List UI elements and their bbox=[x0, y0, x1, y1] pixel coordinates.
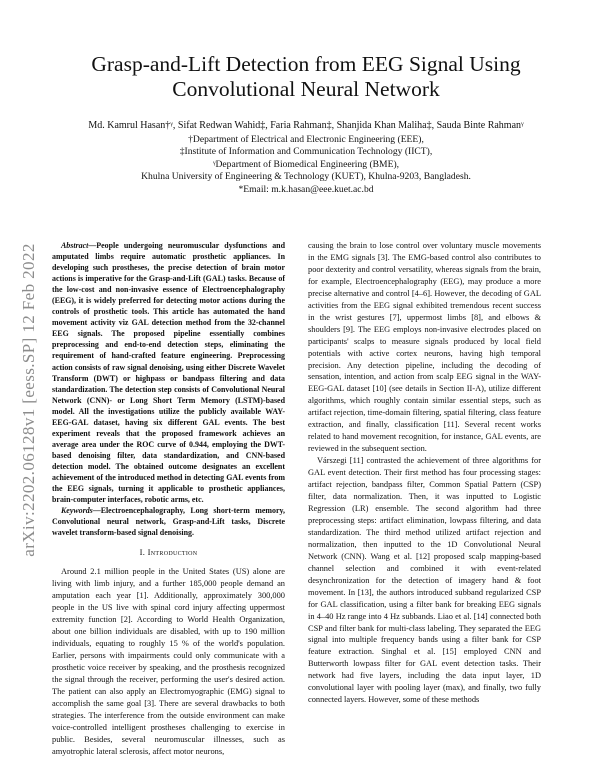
affiliation-eee: †Department of Electrical and Electronic Engineering (EEE), bbox=[188, 133, 424, 145]
affiliation-bme: ᵞDepartment of Biomedical Engineering (BME), bbox=[212, 158, 400, 170]
keywords-label: Keywords bbox=[61, 506, 93, 516]
keywords-text: —Electroencephalography, Long short-term memory, Convolutional neural network, Grasp-and-Lift tasks, Discrete wavelet transform-based signal denoising. bbox=[52, 506, 285, 538]
intro-paragraph-1: Around 2.1 million people in the United States (US) alone are living with limb injury, and a further 185,000 people demand an amputation each year [1]. Additionally, approximately 300,000 people in the US live with spinal cord injury affecting uppermost extremity function [2]. According to World Health Organization, about one billion individuals are disabled, with up to 190 million individuals, equating to roughly 15 % of the world's population. Earlier, persons with impairments could only communicate with a prosthetic voice receiver by speaking, and the prosthesis recognized the signal through the receiver, performing the user's desired action. The patient can also apply an Electromyographic (EMG) signal to accomplish the same goal [3]. There are several drawbacks to both strategies. The interference from the outside environment can make voice-controlled intelligent prostheses challenging to exercise in public. Besides, several neuromuscular illnesses, such as amyotrophic lateral sclerosis, affect motor neurons, bbox=[52, 567, 285, 756]
arxiv-id-text: arXiv:2202.06128v1 [eess.SP] 12 Feb 2022 bbox=[19, 243, 38, 557]
author-names: Md. Kamrul Hasan†ᵞ, Sifat Redwan Wahid‡, Faria Rahman‡, Shanjida Khan Maliha‡, Sauda Binte Rahmanᵞ bbox=[88, 120, 524, 131]
left-column bbox=[52, 240, 285, 757]
affiliation-university: Khulna University of Engineering & Technology (KUET), Khulna-9203, Bangladesh. bbox=[141, 171, 471, 183]
author-email: *Email: m.k.hasan@eee.kuet.ac.bd bbox=[238, 183, 374, 195]
arxiv-identifier bbox=[6, 200, 52, 600]
abstract-label: Abstract bbox=[61, 241, 89, 250]
abstract-text: —People undergoing neuromuscular dysfunctions and amputated limbs require automatic prosthetic appliances. In developing such prostheses, the precise detection of brain motor actions is imperative for the Grasp-and-Lift (GAL) tasks. Because of the low-cost and non-invasive essence of Electroencephalography (EEG), it is widely preferred for detecting motor actions during the controls of prosthetic tools. This article has automated the hand movement activity viz GAL detection method from the 32-channel EEG signals. The proposed pipeline essentially combines preprocessing and end-to-end detection steps, eliminating the requirement of hand-crafted feature engineering. Preprocessing action consists of raw signal denoising, using either Discrete Wavelet Transform (DWT) or highpass or bandpass filtering and data standardization. The detection step consists of Convolutional Neural Network (CNN)- or Long Short Term Memory (LSTM)-based model. All the investigations utilize the publicly available WAY-EEG-GAL dataset, having six different GAL events. The best experiment reveals that the proposed framework achieves an average area under the ROC curve of 0.944, employing the DWT-based denoising filter, data standardization, and CNN-based detection model. The obtained outcome designates an excellent achievement of the introduced method in detecting GAL events from the EEG signals, turning it applicable to prosthetic appliances, brain-computer interfaces, robotic arms, etc. bbox=[52, 241, 285, 505]
section-number: I. bbox=[139, 547, 146, 558]
intro-paragraph-1-continued: causing the brain to lose control over voluntary muscle movements in the EMG signals [3]. The EMG-based control also contributes to poor dexterity and control versatility, whereas signals from the brain, for example, Electroencephalography (EEG), may produce a more precise alternative and control [4–6]. However, the decoding of GAL activities from the EEG signal exhibited tremendous recent success in the wrist gestures [7], uppermost limbs [8], and elbows & shoulders [9]. The EEG employs non-invasive electrodes placed on participants' scalps to measure signals produced by local field potentials with active cortex neurons, having high temporal precision. Any detection pipeline, including the decoding of sensation, intention, and action from scalp EEG signal in the WAY-EEG-GAL dataset [10] (see details in Section II-A), utilize different algorithms, which roughly contain similar essential steps, such as artifact rejection, time-domain filtering, spatial filtering, class feature extraction, and finally, classification [11]. Several recent works related to hand movement recognition, for instance, GAL events, are reviewed in the subsequent section. bbox=[308, 241, 541, 454]
abstract bbox=[52, 240, 285, 505]
section-title: Introduction bbox=[147, 547, 198, 558]
author-block bbox=[52, 120, 560, 197]
intro-paragraph-2: Várszegi [11] contrasted the achievement of three algorithms for GAL event detection. Their first method has four processing stages: artifact rejection, bandpass filter, Common Spatial Pattern (CSP) filter, data normalization. Then, it was inputted to Logistic Regression (LR) ensemble. The second algorithm had three preprocessing steps: artifact elimination, lowpass filtering, and data standardization. The third method utilized artifact rejection and normalization, then inputted to the 1D Convolutional Neural Network (CNN). Wang et al. [12] proposed scalp mapping-based channel selection and combined it with event-related desynchronization for the detection of imagery hand & foot movement. In [13], the authors introduced subband regularized CSP for GAL classification, using a filter bank for breaking EEG signals in 4–40 Hz range into 4 Hz subbands. Liao et al. [14] connected both CSP and filter bank for multi-class labeling. They separated the EEG signal into multiple frequency bands using a filter bank for CSP feature extraction. Singhal et al. [15] employed CNN and Butterworth lowpass filter for GAL event detection tasks. Their network had five layers, including the data input layer, 1D convolutional layer with pooling layer (max), and finally, two fully connected layers. However, some of these methods bbox=[308, 456, 541, 705]
right-column bbox=[308, 240, 541, 706]
keywords bbox=[52, 505, 285, 538]
paper-title: Grasp-and-Lift Detection from EEG Signal Using Convolutional Neural Network bbox=[91, 52, 521, 101]
section-heading bbox=[52, 547, 285, 559]
affiliation-iict: ‡Institute of Information and Communication Technology (IICT), bbox=[179, 146, 433, 158]
